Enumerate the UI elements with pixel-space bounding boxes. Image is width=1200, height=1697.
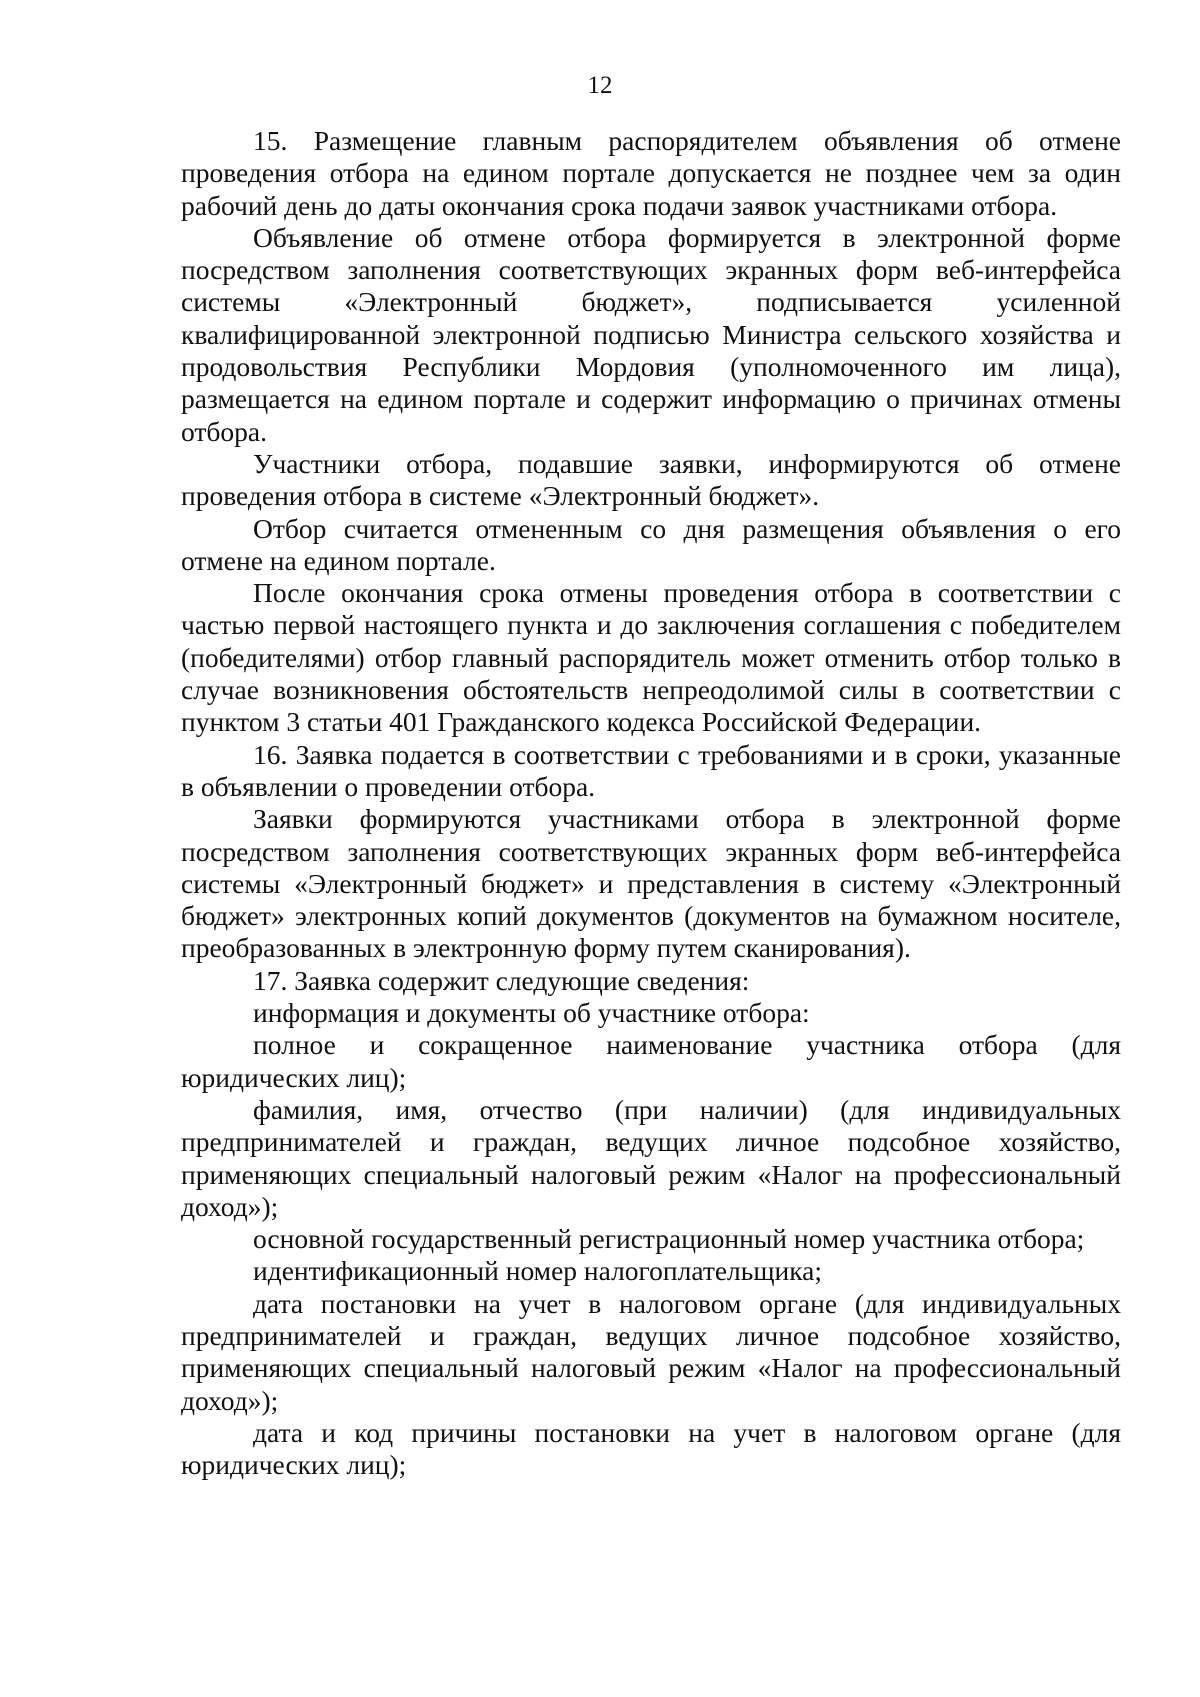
document-body — [181, 125, 1121, 1481]
list-item-participant-info: информация и документы об участнике отбора: — [253, 997, 810, 1029]
paragraph-15-cancel-announcement: 15. Размещение главным распорядителем объявления об отмене проведения отбора на едином портале допускается не позднее чем за один рабочий день до даты окончания срока подачи заявок участниками отбора. — [181, 125, 1121, 221]
list-item-tax-registration-date: дата постановки на учет в налоговом органе (для индивидуальных предпринимателей и граждан, ведущих личное подсобное хозяйство, применяющих специальный налоговый режим «Налог на профессиональный доход»); — [181, 1287, 1121, 1416]
list-item-personal-name: фамилия, имя, отчество (при наличии) (для индивидуальных предпринимателей и граждан, ведущих личное подсобное хозяйство, применяющих специальный налоговый режим «Налог на профессиональный доход»); — [181, 1093, 1121, 1222]
paragraph-16-application-submitted: 16. Заявка подается в соответствии с требованиями и в сроки, указанные в объявлении о проведении отбора. — [181, 738, 1121, 802]
list-item-kpp: дата и код причины постановки на учет в налоговом органе (для юридических лиц); — [181, 1416, 1121, 1481]
list-item-full-name: полное и сокращенное наименование участника отбора (для юридических лиц); — [181, 1029, 1121, 1093]
paragraph-cancel-announcement-form: Объявление об отмене отбора формируется в электронной форме посредством заполнения соответствующих экранных форм веб-интерфейса системы «Электронный бюджет», подписывается усиленной квалифицированной электронной подписью Министра сельского хозяйства и продовольствия Республики Мордовия (уполномоченного им лица), размещается на едином портале и содержит информацию о причинах отмены отбора. — [181, 221, 1121, 447]
page-number: 12 — [587, 72, 613, 99]
paragraph-17-application-contents: 17. Заявка содержит следующие сведения: — [253, 964, 750, 996]
paragraph-participants-informed: Участники отбора, подавшие заявки, информируются об отмене проведения отбора в системе «Электронный бюджет». — [181, 447, 1121, 512]
paragraph-force-majeure: После окончания срока отмены проведения отбора в соответствии с частью первой настоящего пункта и до заключения соглашения с победителем (победителями) отбор главный распорядитель может отменить отбор только в случае возникновения обстоятельств непреодолимой силы в соответствии с пунктом 3 статьи 401 Гражданского кодекса Российской Федерации. — [181, 577, 1121, 738]
list-item-ogrn: основной государственный регистрационный номер участника отбора; — [253, 1223, 1085, 1255]
list-item-inn: идентификационный номер налогоплательщика; — [253, 1255, 823, 1287]
paragraph-applications-formed: Заявки формируются участниками отбора в электронной форме посредством заполнения соответствующих экранных форм веб-интерфейса системы «Электронный бюджет» и представления в систему «Электронный бюджет» электронных копий документов (документов на бумажном носителе, преобразованных в электронную форму путем сканирования). — [181, 803, 1121, 964]
paragraph-selection-cancelled: Отбор считается отмененным со дня размещения объявления о его отмене на едином портале. — [181, 512, 1121, 576]
